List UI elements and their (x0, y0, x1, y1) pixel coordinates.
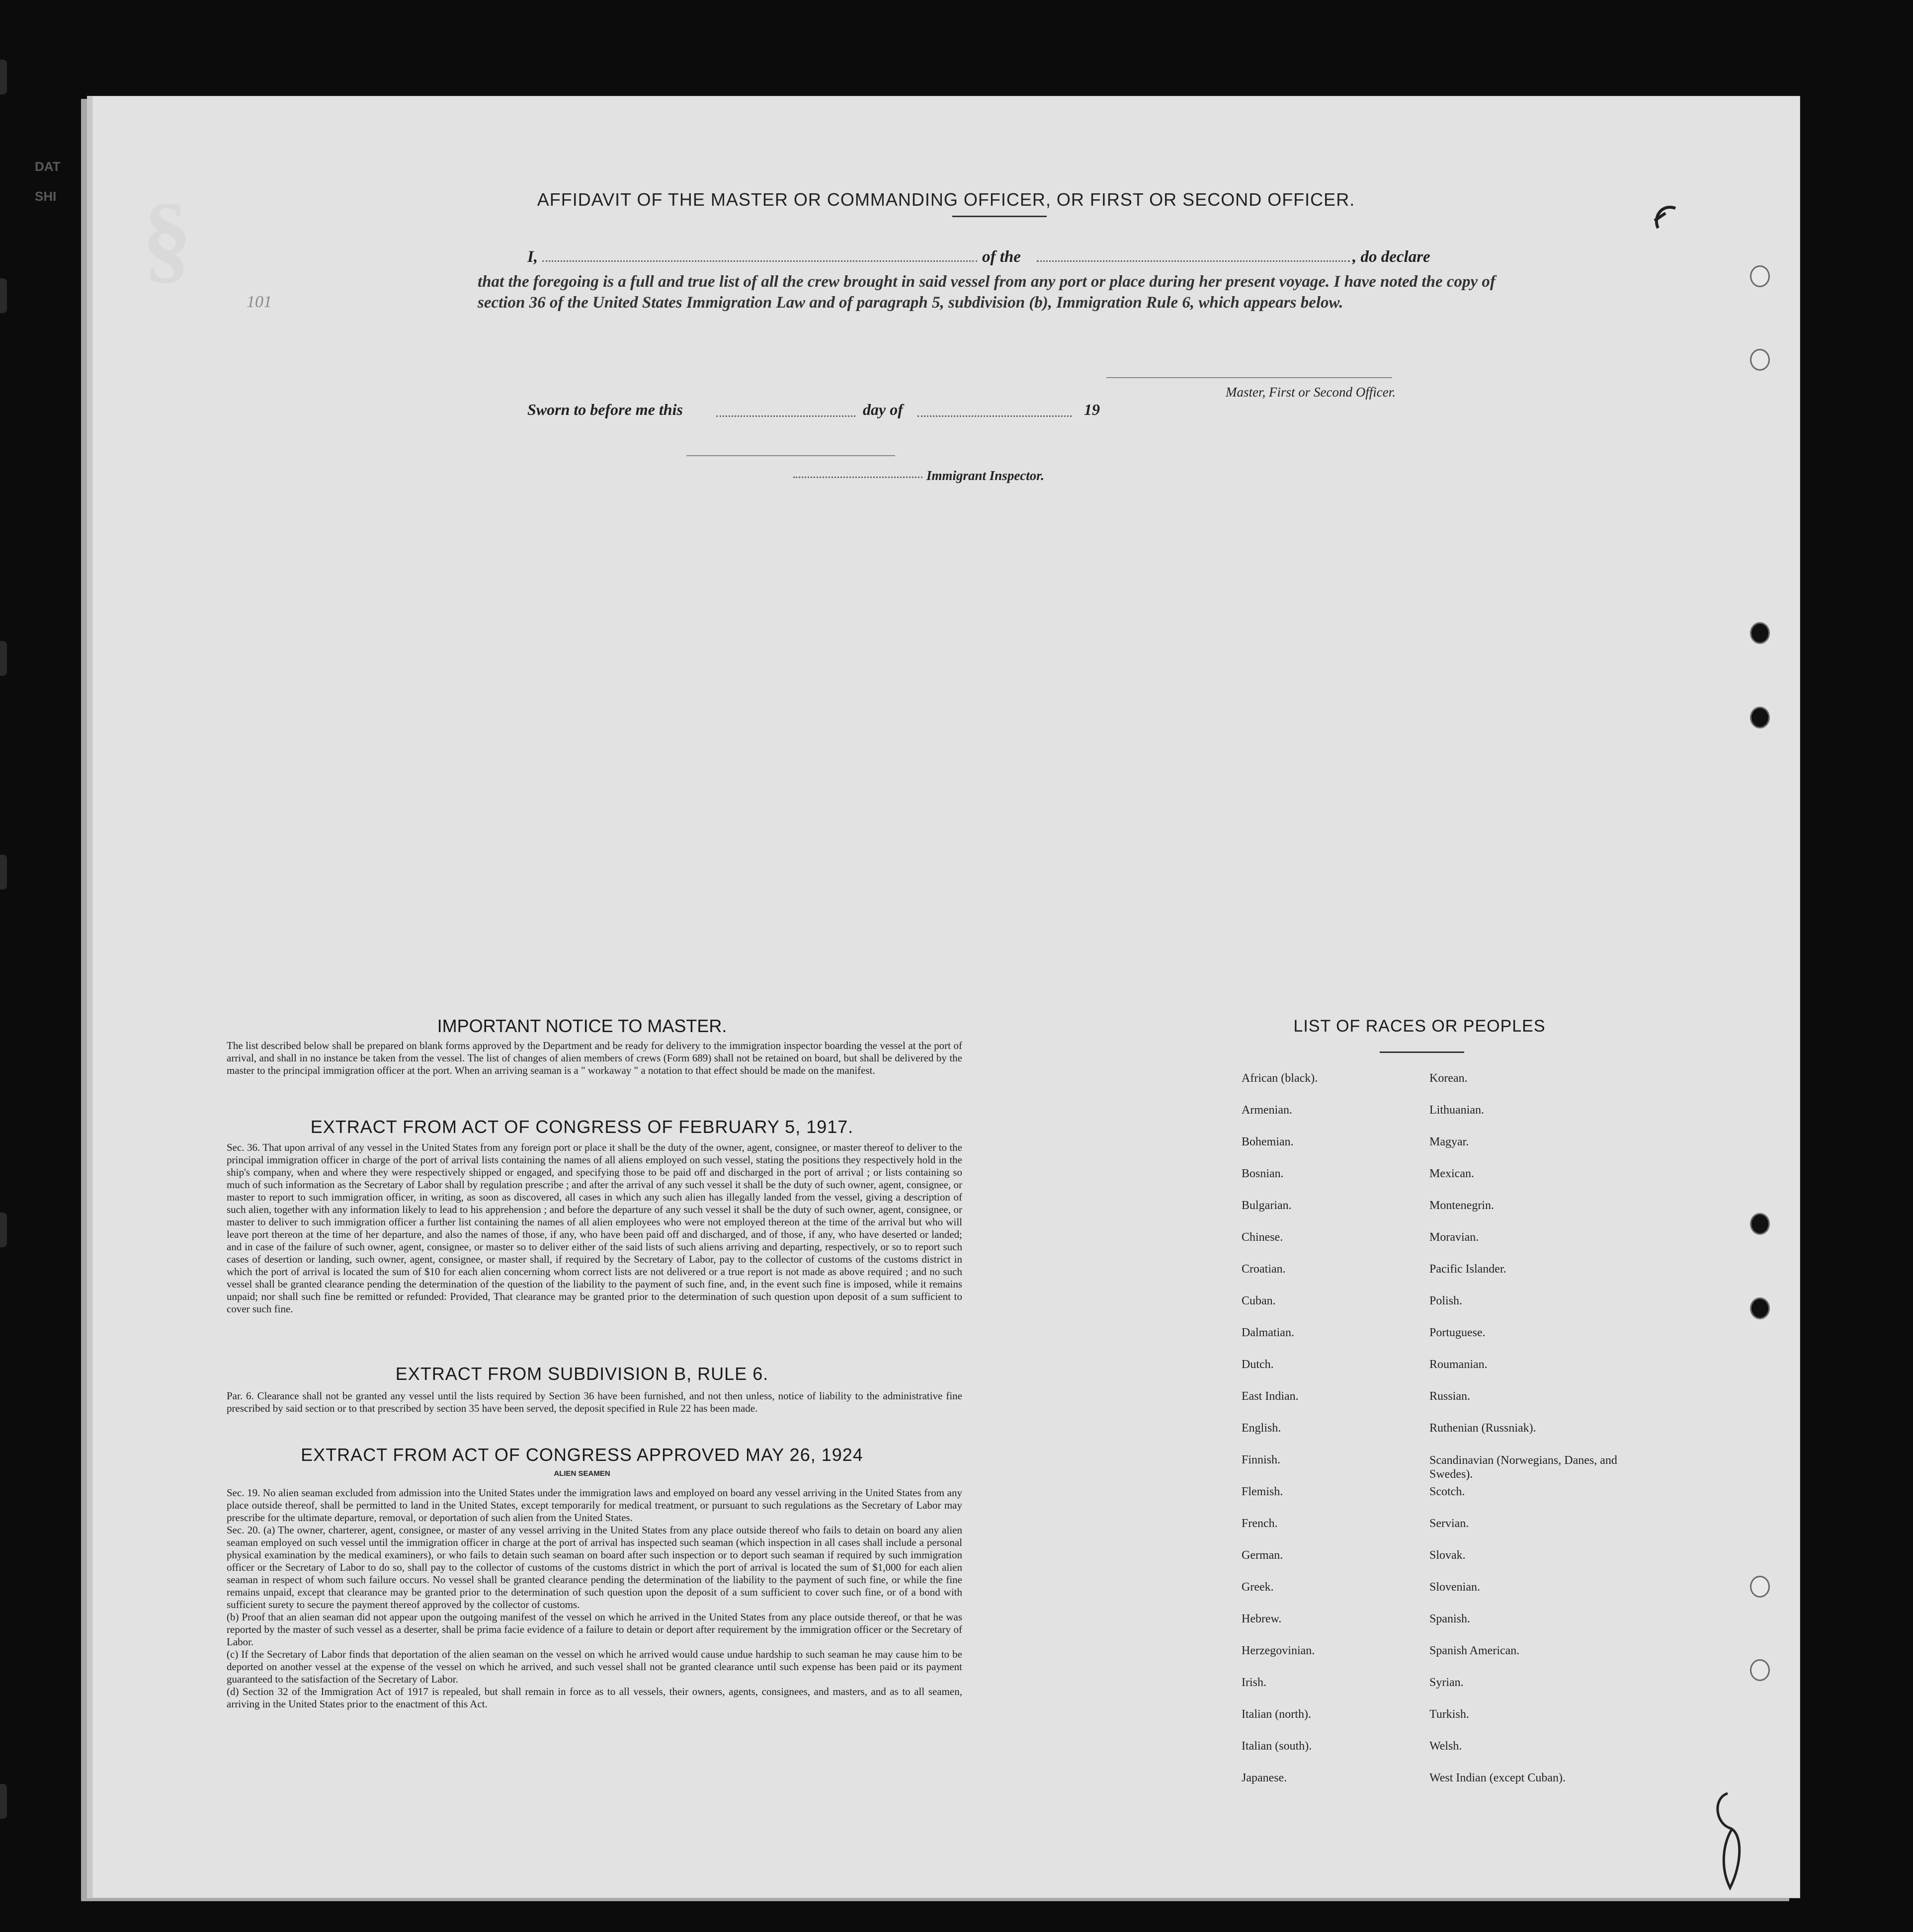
races-title: LIST OF RACES OR PEOPLES (1293, 1017, 1546, 1036)
race-item: Portuguese. (1429, 1326, 1486, 1339)
affidavit-title: AFFIDAVIT OF THE MASTER OR COMMANDING OFFICER, OR FIRST OR SECOND OFFICER. (537, 189, 1355, 210)
race-item: Pacific Islander. (1429, 1263, 1506, 1276)
day-of: day of (863, 401, 903, 418)
race-item: Bulgarian. (1242, 1199, 1292, 1212)
race-item: Hebrew. (1242, 1612, 1282, 1625)
race-item: Montenegrin. (1429, 1199, 1494, 1212)
race-item: Herzegovinian. (1242, 1644, 1315, 1657)
race-item: Finnish. (1242, 1453, 1281, 1466)
inspector-label: Immigrant Inspector. (926, 468, 1045, 483)
race-item: Syrian. (1429, 1676, 1464, 1689)
race-item: Polish. (1429, 1294, 1463, 1307)
race-item: Irish. (1242, 1676, 1266, 1689)
race-item: Dutch. (1242, 1358, 1274, 1371)
punch-hole-icon (1750, 1576, 1770, 1598)
punch-hole-icon (1750, 1297, 1770, 1319)
declaration-do-declare: , do declare (1352, 248, 1430, 266)
race-item: Slovak. (1429, 1549, 1466, 1562)
race-item: Roumanian. (1429, 1358, 1488, 1371)
bleed-through-mark: § (142, 183, 192, 293)
races-column-2 (1429, 1072, 1643, 1803)
race-item: Spanish American. (1429, 1644, 1520, 1657)
race-item: Welsh. (1429, 1740, 1462, 1753)
race-item: Chinese. (1242, 1231, 1283, 1244)
notice-title: IMPORTANT NOTICE TO MASTER. (437, 1016, 727, 1036)
race-item: Servian. (1429, 1517, 1469, 1530)
vessel-blank (1037, 260, 1350, 262)
race-item: Italian (south). (1242, 1740, 1312, 1753)
officer-label: Master, First or Second Officer. (1226, 385, 1396, 400)
race-item: African (black). (1242, 1072, 1318, 1085)
race-item: Greek. (1242, 1581, 1274, 1594)
race-item: Mexican. (1429, 1167, 1474, 1180)
race-item: Russian. (1429, 1390, 1471, 1403)
race-item: Bosnian. (1242, 1167, 1284, 1180)
race-item: Spanish. (1429, 1612, 1471, 1625)
punch-hole-icon (1750, 349, 1770, 371)
extract-1917-body: Sec. 36. That upon arrival of any vessel in the United States from any foreign port or place it shall be the duty of the owner, agent, consignee, or master thereof to deliver to the principal immigration officer in charge of the port of arrival lists containing the names of all aliens employed on such vessel, stating the positions they respectively hold in the ship's company, when and where they were respectively shipped or engaged, and specifying those to be paid off and discharged in the port of arrival ; or lists containing so much of such information as the Secretary of Labor shall by regulation prescribe ; and after the arrival of any such vessel it shall be the duty of such owner, agent, consignee, or master to report to such immigration officer, in writing, as soon as discovered, all cases in which any such alien has illegally landed from the vessel, giving a description of such alien, together with any information likely to lead to his apprehension ; and before the departure of any such vessel it shall be the duty of such owner, agent, consignee, or master to deliver to such immigration officer a further list containing the names of all alien employees who were not employed thereon at the time of the arrival but who will leave port thereon at the time of her departure, and also the names of those, if any, who have been paid off and discharged, and of those, if any, who have deserted or landed; and in case of the failure of such owner, agent, consignee, or master so to deliver either of the said lists of such aliens arriving and departing, respectively, or so to report such cases of desertion or landing, such owner, agent, consignee, or master shall, if required by the Secretary of Labor, pay to the collector of customs of the customs district in which the port of arrival is located the sum of $10 for each alien concerning whom correct lists are not delivered or a true report is not made as above required ; and no such vessel shall be granted clearance pending the determination of the question of the liability to the payment of such fine, and, in the event such fine is imposed, while it remains unpaid; nor shall such fine be remitted or refunded: Provided, That clearance may be granted prior to the determination of such question upon deposit of a sum sufficient to cover such fine. (227, 1141, 962, 1315)
extract-1924-para: (b) Proof that an alien seaman did not appear upon the outgoing manifest of the vessel on which he arrived in the United States from any place outside thereof, or that he was reported by the master of such vessel as a deserter, shall be prima facie evidence of a failure to detain or deport after requirement by the immigration officer or the Secretary of Labor. (227, 1611, 962, 1648)
race-item: English. (1242, 1422, 1281, 1435)
extract-1917-title: EXTRACT FROM ACT OF CONGRESS OF FEBRUARY 5, 1917. (310, 1117, 854, 1137)
edge-mark-2: SHI (35, 189, 57, 204)
race-item: Cuban. (1242, 1294, 1276, 1307)
declaration-body: that the foregoing is a full and true list of all the crew brought in said vessel from any port or place during her present voyage. I have noted the copy of section 36 of the United States Immigration Law and of paragraph 5, subdivision (b), Immigration Rule 6, which appears below. (478, 273, 1496, 312)
manifest-page (92, 96, 1800, 1898)
declaration-of-the: of the (982, 248, 1021, 266)
race-item: Armenian. (1242, 1104, 1292, 1117)
punch-hole-icon (1750, 1659, 1770, 1681)
races-rule (1380, 1051, 1464, 1053)
punch-hole-icon (1750, 265, 1770, 287)
extract-1924-title: EXTRACT FROM ACT OF CONGRESS APPROVED MAY 26, 1924 (301, 1445, 863, 1465)
extract-1924-para: Sec. 20. (a) The owner, charterer, agent, consignee, or master of any vessel arriving in the United States from any place outside thereof who fails to detain on board any alien seaman employed on such vessel until the immigration officer in charge at the port of arrival has inspected such seaman (which inspection in all cases shall include a personal physical examination by the medical examiners), or who fails to detain such seaman on board after such inspection or to deport such seaman if required by such immigration officer or the Secretary of Labor to do so, shall pay to the collector of customs of the customs district in which the port of arrival is located the sum of $1,000 for each alien seaman in respect of whom such failure occurs. No vessel shall be granted clearance pending the determination of the liability to the payment of such fine, or while the fine remains unpaid, except that clearance may be granted prior to the determination of such question upon the deposit of a sum sufficient to cover such fine, or of a bond with sufficient surety to secure the payment thereof approved by the collector of customs. (227, 1524, 962, 1610)
extract-rule6-body: Par. 6. Clearance shall not be granted any vessel until the lists required by Section 36 have been furnished, and not then unless, notice of liability to the administrative fine prescribed by said section or to that prescribed by section 35 have been served, the deposit specified in Rule 22 has been made. (227, 1390, 962, 1414)
punch-hole-icon (1750, 707, 1770, 728)
officer-signature-line (1106, 377, 1392, 378)
race-item: Italian (north). (1242, 1708, 1311, 1721)
sworn-text: Sworn to before me this (527, 401, 683, 418)
punch-hole-icon (1750, 622, 1770, 644)
race-item: Moravian. (1429, 1231, 1479, 1244)
extract-1924-para: (c) If the Secretary of Labor finds that deportation of the alien seaman on the vessel on which he arrived would cause undue hardship to such seaman he may cause him to be deported on another vessel at the expense of the vessel on which he arrived, and such vessel shall not be granted clearance until such expense has been paid or its payment guaranteed to the satisfaction of the Secretary of Labor. (227, 1648, 962, 1685)
race-item: Slovenian. (1429, 1581, 1480, 1594)
race-item: Lithuanian. (1429, 1104, 1484, 1117)
race-item: Bohemian. (1242, 1135, 1294, 1148)
declaration-i: I, (527, 248, 538, 266)
handwritten-eight-icon (1710, 1788, 1745, 1898)
notice-body: The list described below shall be prepared on blank forms approved by the Department and be ready for delivery to the immigration inspector boarding the vessel at the port of arrival, and shall in no instance be taken from the vessel. The list of changes of alien members of crews (Form 689) shall not be retained on board, but shall be delivered by the master to the principal immigration officer at the port. When an arriving seaman is a " workaway " a notation to that effect should be made on the manifest. (227, 1040, 962, 1076)
extract-rule6-title: EXTRACT FROM SUBDIVISION B, RULE 6. (395, 1364, 769, 1384)
race-item: Japanese. (1242, 1771, 1287, 1784)
race-item: West Indian (except Cuban). (1429, 1771, 1566, 1784)
punch-hole-icon (1750, 1213, 1770, 1235)
extract-1924-para: Sec. 19. No alien seaman excluded from admission into the United States under the immigration laws and employed on board any vessel arriving in the United States from any place outside thereof, shall be permitted to land in the United States, except temporarily for medical treatment, or pursuant to such regulations as the Secretary of Labor may prescribe for the ultimate departure, removal, or deportation of such alien from the United States. (227, 1487, 962, 1524)
edge-mark-1: DAT (35, 159, 61, 174)
race-item: Korean. (1429, 1072, 1468, 1085)
extract-1924-subtitle: ALIEN SEAMEN (554, 1469, 610, 1478)
handwritten-mark-icon (1646, 198, 1685, 243)
inspector-signature-line (686, 455, 895, 456)
race-item: Turkish. (1429, 1708, 1469, 1721)
race-item: Dalmatian. (1242, 1326, 1294, 1339)
race-item: Ruthenian (Russniak). (1429, 1422, 1536, 1435)
sworn-day-blank (716, 415, 855, 417)
extract-1924-body (227, 1487, 962, 1710)
race-item: East Indian. (1242, 1390, 1299, 1403)
race-item: Scotch. (1429, 1485, 1465, 1498)
title-rule (952, 216, 1047, 217)
race-item: Magyar. (1429, 1135, 1469, 1148)
race-item: Croatian. (1242, 1263, 1286, 1276)
races-column-1 (1242, 1072, 1411, 1803)
handwritten-number: 101 (247, 293, 272, 311)
name-blank (542, 260, 977, 262)
inspector-dots (793, 477, 922, 478)
race-item: Scandinavian (Norwegians, Danes, and Swedes). (1429, 1454, 1617, 1481)
race-item: German. (1242, 1549, 1283, 1562)
month-blank (917, 415, 1072, 417)
race-item: French. (1242, 1517, 1278, 1530)
year-prefix: 19 (1084, 401, 1100, 418)
extract-1924-para: (d) Section 32 of the Immigration Act of 1917 is repealed, but shall remain in force as to all vessels, their owners, agents, consignees, and masters, and as to all seamen, arriving in the United States prior to the enactment of this Act. (227, 1686, 962, 1710)
race-item: Flemish. (1242, 1485, 1283, 1498)
